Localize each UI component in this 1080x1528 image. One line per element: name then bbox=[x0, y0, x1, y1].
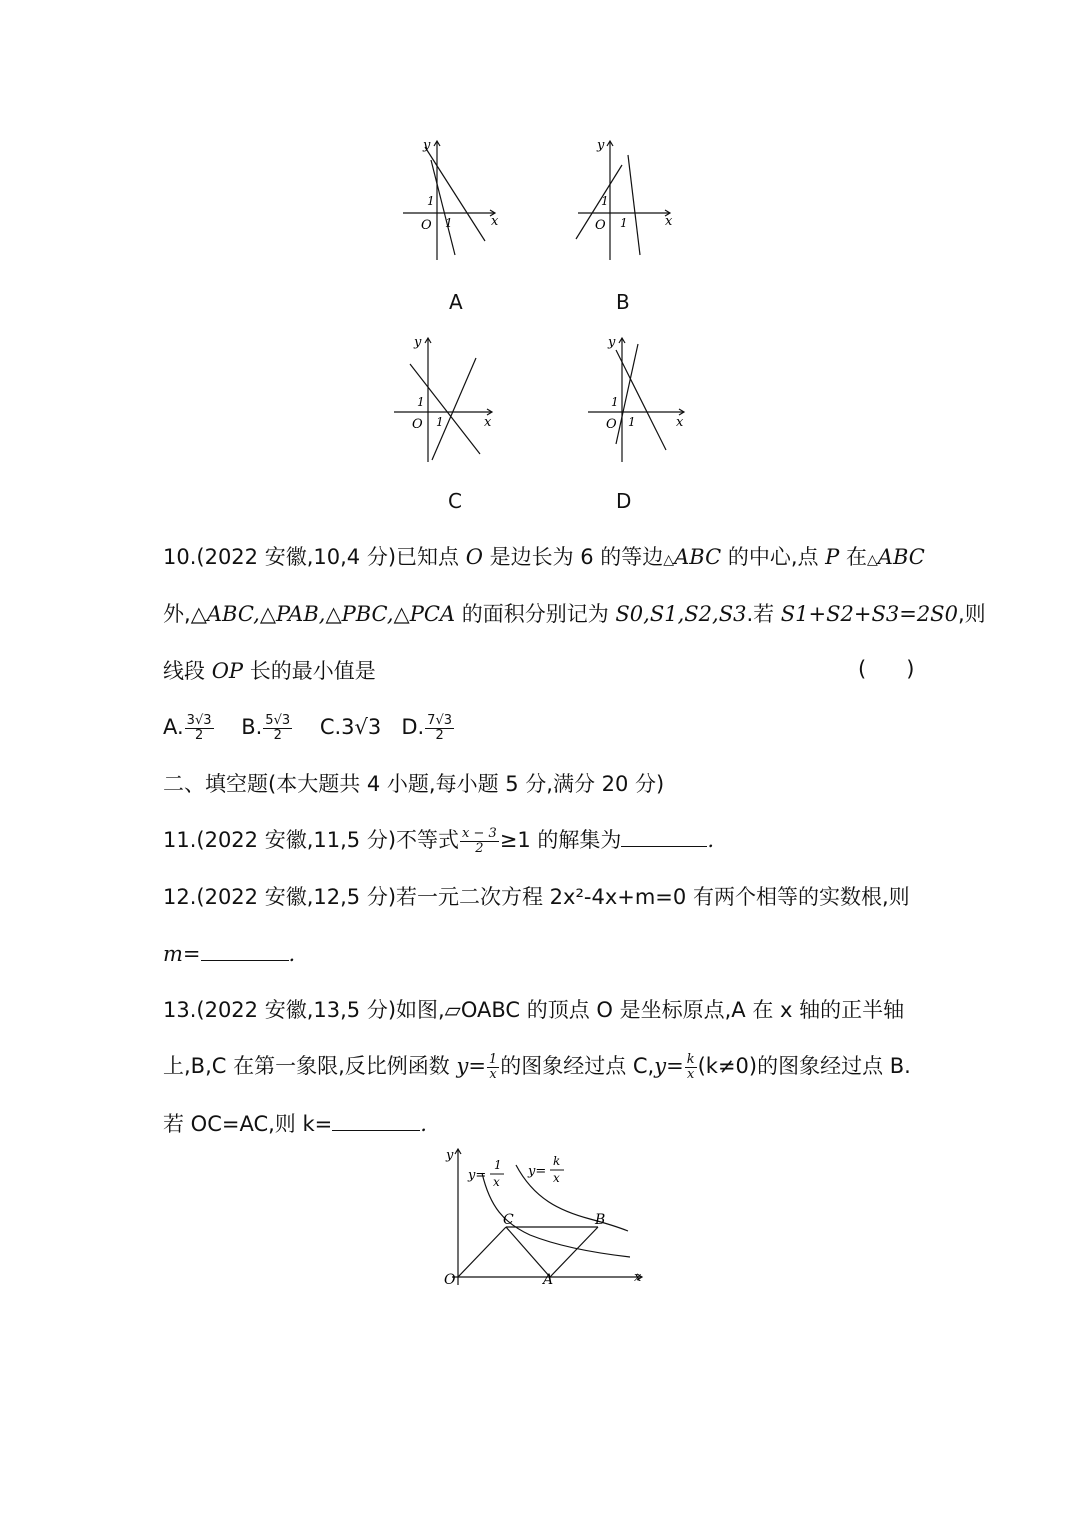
q13-answer-blank[interactable] bbox=[332, 1110, 420, 1131]
graph-a-caption: A bbox=[449, 290, 463, 314]
svg-text:y: y bbox=[608, 335, 616, 350]
q10-line2: 外,△ABC,△PAB,△PBC,△PCA 的面积分别记为 S0,S1,S2,S3.若 S1+S2+S3=2S0,则 bbox=[163, 602, 986, 626]
axis-y-label: y bbox=[423, 138, 431, 153]
curve1-den: x bbox=[493, 1175, 500, 1189]
q13-line1: 13.(2022 安徽,13,5 分)如图,▱OABC 的顶点 O 是坐标原点,A 在 x 轴的正半轴 bbox=[163, 998, 905, 1022]
q10-options bbox=[163, 709, 455, 749]
q13-axis-y: y bbox=[446, 1148, 454, 1163]
svg-text:1: 1 bbox=[628, 415, 636, 429]
svg-text:x: x bbox=[484, 415, 492, 430]
q13-line3: 若 OC=AC,则 k= . bbox=[163, 1112, 427, 1136]
graph-b-caption: B bbox=[616, 290, 630, 314]
svg-text:O: O bbox=[595, 218, 606, 233]
graph-c bbox=[392, 332, 502, 467]
curve1-lhs: y= bbox=[468, 1168, 487, 1183]
svg-text:1: 1 bbox=[436, 415, 444, 429]
graph-d-caption: D bbox=[616, 489, 632, 513]
option-d[interactable]: D. $\frac{7√3}{2}$ bbox=[401, 712, 452, 743]
q13-point-c: C bbox=[503, 1212, 514, 1228]
svg-text:y: y bbox=[597, 138, 605, 153]
q13-line2: 上,B,C 在第一象限,反比例函数 y= $\frac{1}{x}$ 的图象经过点 C,y= $\frac{k}{x}$ (k≠0)的图象经过点 B. bbox=[163, 1051, 911, 1082]
unit-x-label: 1 bbox=[445, 216, 453, 230]
q11-answer-blank[interactable] bbox=[621, 826, 707, 847]
axis-x-label: x bbox=[491, 214, 499, 229]
unit-y-label: 1 bbox=[427, 194, 435, 208]
option-b[interactable]: B. $\frac{5√3}{2}$ bbox=[241, 712, 291, 743]
origin-label: O bbox=[421, 218, 432, 233]
svg-text:O: O bbox=[606, 417, 617, 432]
q10-line1: 10.(2022 安徽,10,4 分)已知点 O 是边长为 6 的等边△ABC 的中心,点 P 在△ABC bbox=[163, 545, 925, 569]
svg-text:O: O bbox=[412, 417, 423, 432]
q11-line: 11.(2022 安徽,11,5 分)不等式 $\frac{x - 3}{2}$ ≥1 的解集为 . bbox=[163, 825, 715, 856]
curve1-num: 1 bbox=[494, 1158, 502, 1172]
svg-text:x: x bbox=[676, 415, 684, 430]
svg-text:1: 1 bbox=[417, 395, 425, 409]
option-c[interactable]: C.3√3 bbox=[319, 715, 382, 739]
q12-line2: m= . bbox=[163, 942, 296, 966]
q12-answer-blank[interactable] bbox=[201, 940, 289, 961]
q12-line1: 12.(2022 安徽,12,5 分)若一元二次方程 2x²-4x+m=0 有两个相等的实数根,则 bbox=[163, 885, 910, 909]
svg-text:1: 1 bbox=[611, 395, 619, 409]
option-a[interactable]: A. $\frac{3√3}{2}$ bbox=[163, 712, 212, 743]
graph-a bbox=[395, 135, 505, 265]
q13-point-a: A bbox=[543, 1272, 554, 1288]
graph-c-caption: C bbox=[448, 489, 462, 513]
answer-paren: ( ) bbox=[858, 657, 915, 681]
q13-axis-x: x bbox=[634, 1270, 642, 1285]
q13-figure bbox=[430, 1145, 650, 1295]
graph-b bbox=[570, 135, 680, 265]
q13-point-b: B bbox=[595, 1212, 606, 1228]
q13-point-o: O bbox=[444, 1272, 456, 1288]
svg-text:1: 1 bbox=[620, 216, 628, 230]
curve2-num: k bbox=[553, 1154, 561, 1168]
graph-d bbox=[584, 326, 694, 466]
curve2-lhs: y= bbox=[528, 1164, 547, 1179]
curve2-den: x bbox=[553, 1171, 560, 1185]
svg-text:x: x bbox=[665, 214, 673, 229]
svg-text:y: y bbox=[414, 335, 422, 350]
section-title: 二、填空题(本大题共 4 小题,每小题 5 分,满分 20 分) bbox=[163, 772, 665, 796]
q10-line3: 线段 OP 长的最小值是 bbox=[163, 659, 376, 683]
svg-text:1: 1 bbox=[601, 194, 609, 208]
